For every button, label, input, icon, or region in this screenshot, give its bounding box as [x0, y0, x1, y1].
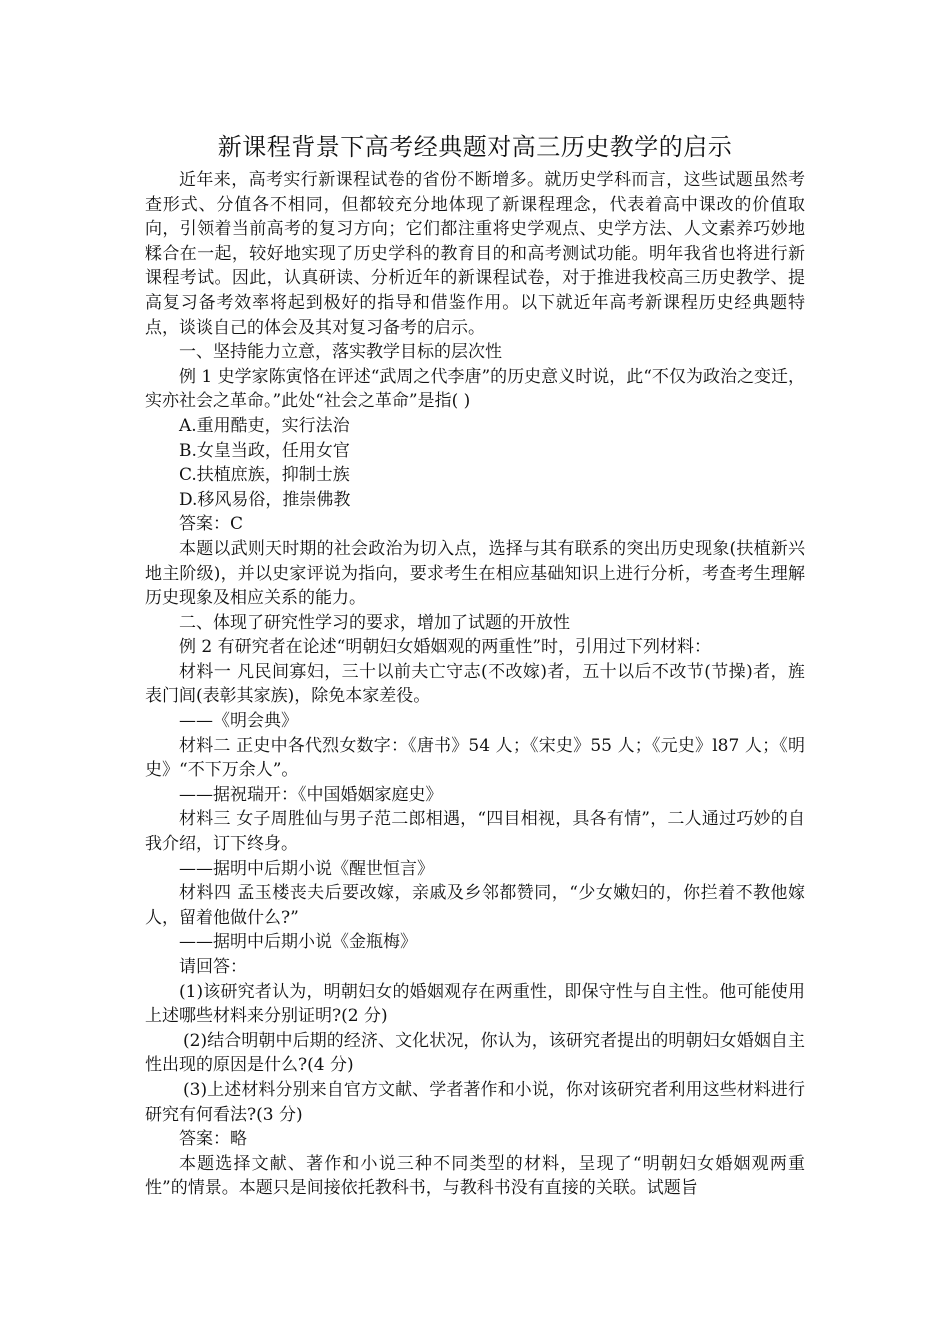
question-1: (1)该研究者认为，明朝妇女的婚姻观存在两重性，即保守性与自主性。他可能使用上述哪些材料来分别证明?(2 分) — [145, 981, 805, 1027]
analysis-1: 本题以武则天时期的社会政治为切入点，选择与其有联系的突出历史现象(扶植新兴地主阶级)，并以史家评说为指向，要求考生在相应基础知识上进行分析，考查考生理解历史现象及相应关系的能力。 — [145, 538, 805, 609]
example-2-intro: 例 2 有研究者在论述“明朝妇女婚姻观的两重性”时，引用过下列材料： — [179, 637, 712, 658]
material-3-source: ——据明中后期小说《醒世恒言》 — [179, 858, 434, 879]
answer-2: 答案：略 — [179, 1129, 247, 1150]
material-4: 材料四 孟玉楼丧夫后要改嫁，亲戚及乡邻都赞同，“少女嫩妇的，你拦着不教他嫁人，留着他做什么?” — [145, 883, 805, 928]
document-title: 新课程背景下高考经典题对高三历史教学的启示 — [217, 133, 733, 161]
example-1-question: 例 1 史学家陈寅恪在评述“武周之代李唐”的历史意义时说，此“不仅为政治之变迁，实亦社会之革命。”此处“社会之革命”是指( ) — [145, 366, 805, 412]
option-b: B.女皇当政，任用女官 — [179, 440, 350, 461]
material-3: 材料三 女子周胜仙与男子范二郎相遇，“四目相视，具各有情”，二人通过巧妙的自我介绍，订下终身。 — [145, 809, 805, 855]
option-d: D.移风易俗，推崇佛教 — [179, 489, 351, 510]
material-2-source: ——据祝瑞开：《中国婚姻家庭史》 — [179, 784, 443, 805]
material-1: 材料一 凡民间寡妇，三十以前夫亡守志(不改嫁)者，五十以后不改节(节操)者，旌表门闾(表彰其家族)，除免本家差役。 — [145, 661, 805, 707]
material-4-source: ——据明中后期小说《金瓶梅》 — [179, 932, 417, 953]
option-c: C.扶植庶族，抑制士族 — [179, 465, 350, 486]
paragraph-intro: 近年来，高考实行新课程试卷的省份不断增多。就历史学科而言，这些试题虽然考查形式、分值各不相同，但都较充分地体现了新课程理念，代表着高中课改的价值取向，引领着当前高考的复习方向；它们都注重将史学观点、史学方法、人文素养巧妙地糅合在一起，较好地实现了历史学科的教育目的和高考测试功能。明年我省也将进行新课程考试。因此，认真研读、分析近年的新课程试卷，对于推进我校高三历史教学、提高复习备考效率将起到极好的指导和借鉴作用。以下就近年高考新课程历史经典题特点，谈谈自己的体会及其对复习备考的启示。 — [145, 170, 805, 338]
question-3: (3)上述材料分别来自官方文献、学者著作和小说，你对该研究者利用这些材料进行研究有何看法?(3 分) — [145, 1079, 805, 1125]
section-heading-1: 一、坚持能力立意，落实教学目标的层次性 — [179, 342, 502, 363]
analysis-2: 本题选择文献、著作和小说三种不同类型的材料，呈现了“明朝妇女婚姻观两重性”的情景。本题只是间接依托教科书，与教科书没有直接的关联。试题旨 — [145, 1153, 805, 1199]
question-2: (2)结合明朝中后期的经济、文化状况，你认为，该研究者提出的明朝妇女婚姻自主性出现的原因是什么?(4 分) — [145, 1030, 805, 1076]
material-1-source: ——《明会典》 — [179, 711, 298, 732]
section-heading-2: 二、体现了研究性学习的要求，增加了试题的开放性 — [179, 612, 570, 633]
please-answer: 请回答： — [179, 957, 247, 977]
option-a: A.重用酷吏，实行法治 — [179, 415, 350, 436]
material-2: 材料二 正史中各代烈女数字：《唐书》54 人；《宋史》55 人；《元史》l87 人；《明史》“不下万余人”。 — [145, 735, 805, 781]
answer-1: 答案：C — [179, 514, 244, 535]
document-page — [145, 130, 805, 1201]
